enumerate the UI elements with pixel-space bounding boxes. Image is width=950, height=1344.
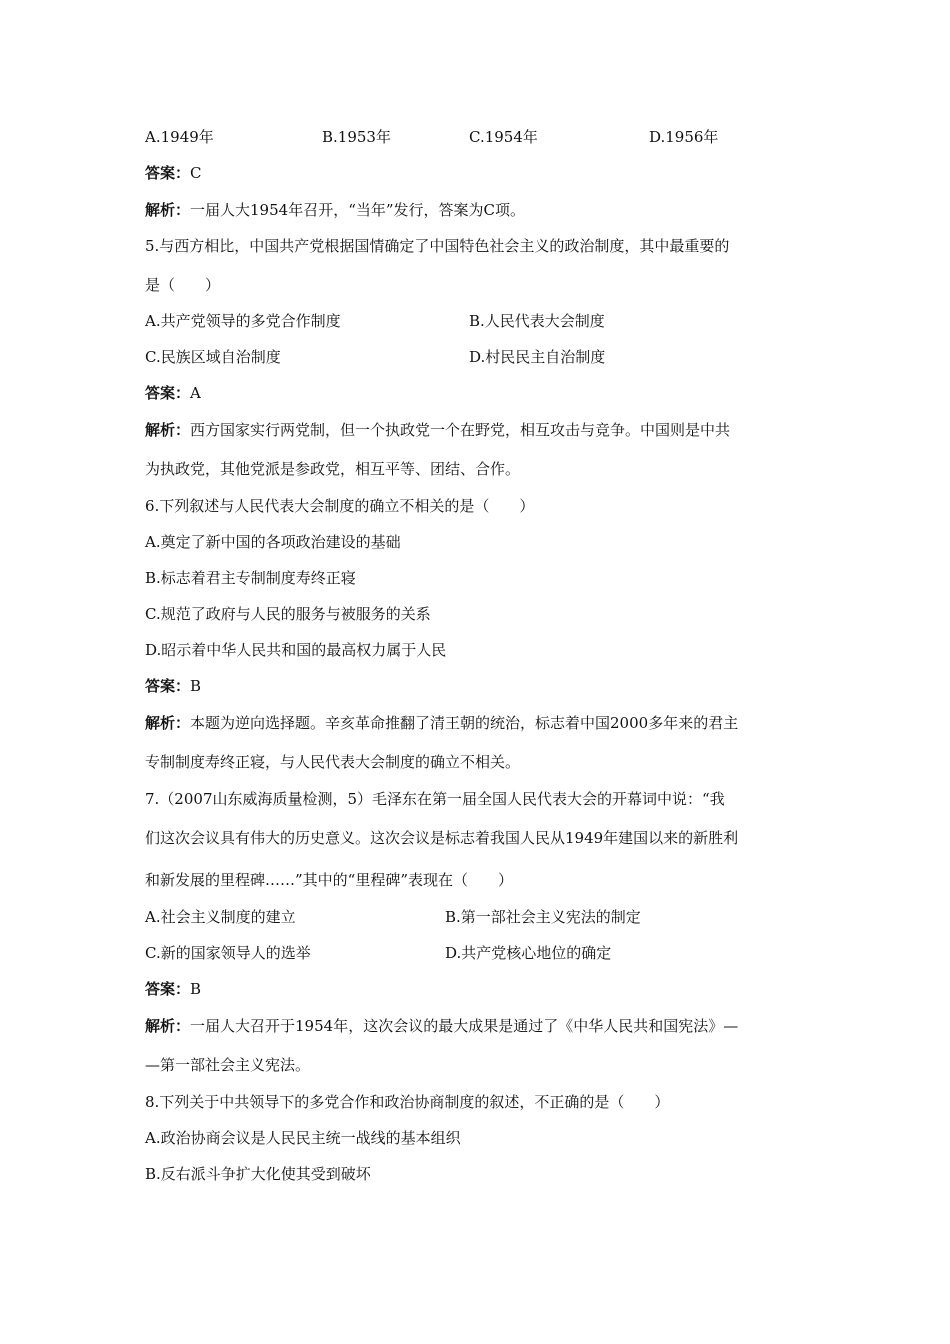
q7-option-c: C.新的国家领导人的选举 bbox=[145, 944, 311, 962]
answer-value: A bbox=[190, 384, 201, 402]
answer-label: 答案： bbox=[145, 164, 191, 182]
q5-analysis-line2: 为执政党，其他党派是参政党，相互平等、团结、合作。 bbox=[145, 460, 521, 478]
analysis-text: 本题为逆向选择题。辛亥革命推翻了清王朝的统治，标志着中国2000多年来的君主 bbox=[190, 714, 739, 732]
q5-analysis-line1 bbox=[145, 420, 730, 440]
q4-option-b: B.1953年 bbox=[322, 128, 391, 146]
q5-stem-line1: 5.与西方相比，中国共产党根据国情确定了中国特色社会主义的政治制度，其中最重要的 bbox=[145, 237, 730, 255]
q5-option-d: D.村民民主自治制度 bbox=[469, 348, 606, 366]
q6-answer bbox=[145, 676, 201, 696]
q8-option-b: B.反右派斗争扩大化使其受到破坏 bbox=[145, 1165, 371, 1183]
q4-analysis bbox=[145, 200, 525, 220]
q6-option-a: A.奠定了新中国的各项政治建设的基础 bbox=[145, 533, 401, 551]
q4-option-a: A.1949年 bbox=[145, 128, 214, 146]
q7-analysis-line2: —第一部社会主义宪法。 bbox=[145, 1056, 311, 1074]
q5-option-b: B.人民代表大会制度 bbox=[469, 312, 605, 330]
answer-value: B bbox=[190, 677, 202, 695]
q6-analysis-line2: 专制制度寿终正寝，与人民代表大会制度的确立不相关。 bbox=[145, 753, 521, 771]
q7-option-b: B.第一部社会主义宪法的制定 bbox=[445, 908, 641, 926]
q7-option-d: D.共产党核心地位的确定 bbox=[445, 944, 612, 962]
answer-label: 答案： bbox=[145, 384, 191, 402]
analysis-label: 解析： bbox=[145, 201, 191, 219]
analysis-text: 西方国家实行两党制，但一个执政党一个在野党，相互攻击与竞争。中国则是中共 bbox=[190, 421, 731, 439]
q7-answer bbox=[145, 979, 201, 999]
answer-value: C bbox=[190, 164, 202, 182]
analysis-text: 一届人大召开于1954年，这次会议的最大成果是通过了《中华人民共和国宪法》— bbox=[190, 1017, 739, 1035]
q7-option-a: A.社会主义制度的建立 bbox=[145, 908, 296, 926]
q7-stem-line1: 7.（2007山东威海质量检测，5）毛泽东在第一届全国人民代表大会的开幕词中说：“我 bbox=[145, 790, 725, 808]
analysis-label: 解析： bbox=[145, 421, 191, 439]
q6-option-b: B.标志着君主专制制度寿终正寝 bbox=[145, 569, 356, 587]
q6-option-d: D.昭示着中华人民共和国的最高权力属于人民 bbox=[145, 641, 447, 659]
q6-option-c: C.规范了政府与人民的服务与被服务的关系 bbox=[145, 605, 431, 623]
answer-value: B bbox=[190, 980, 202, 998]
q6-analysis-line1 bbox=[145, 713, 738, 733]
q5-option-c: C.民族区域自治制度 bbox=[145, 348, 281, 366]
analysis-label: 解析： bbox=[145, 1017, 191, 1035]
q7-stem-line3: 和新发展的里程碑……”其中的“里程碑”表现在（ ） bbox=[145, 871, 514, 889]
q5-option-a: A.共产党领导的多党合作制度 bbox=[145, 312, 341, 330]
q7-analysis-line1 bbox=[145, 1016, 738, 1036]
q4-answer bbox=[145, 163, 202, 183]
q8-stem: 8.下列关于中共领导下的多党合作和政治协商制度的叙述，不正确的是（ ） bbox=[145, 1093, 670, 1111]
q5-stem-line2: 是（ ） bbox=[145, 276, 221, 294]
answer-label: 答案： bbox=[145, 677, 191, 695]
analysis-label: 解析： bbox=[145, 714, 191, 732]
q6-stem: 6.下列叙述与人民代表大会制度的确立不相关的是（ ） bbox=[145, 497, 535, 515]
q7-stem-line2: 们这次会议具有伟大的历史意义。这次会议是标志着我国人民从1949年建国以来的新胜利 bbox=[145, 829, 739, 847]
q4-option-c: C.1954年 bbox=[469, 128, 538, 146]
analysis-text: 一届人大1954年召开，“当年”发行，答案为C项。 bbox=[190, 201, 526, 219]
q8-option-a: A.政治协商会议是人民民主统一战线的基本组织 bbox=[145, 1129, 461, 1147]
answer-label: 答案： bbox=[145, 980, 191, 998]
q5-answer bbox=[145, 383, 201, 403]
q4-option-d: D.1956年 bbox=[649, 128, 719, 146]
